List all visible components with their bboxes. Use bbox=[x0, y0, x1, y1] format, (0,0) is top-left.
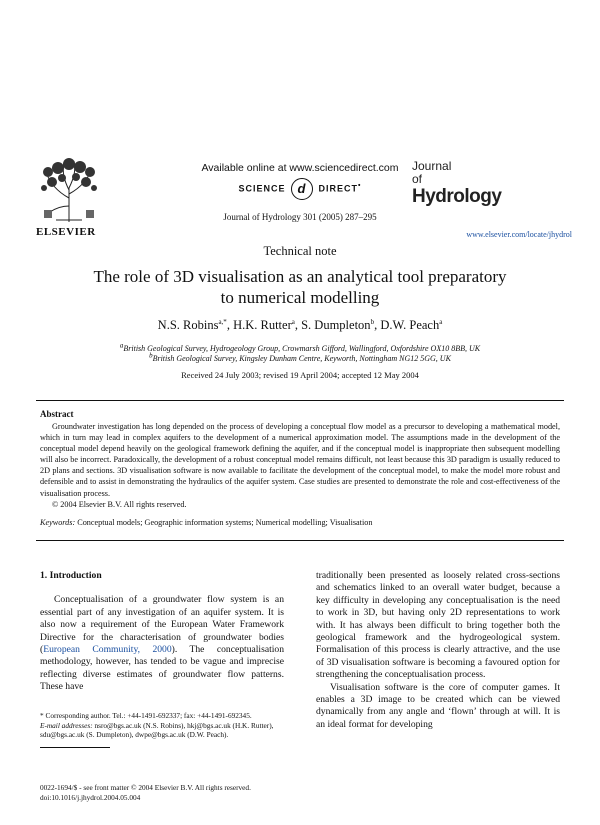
author-sup: a bbox=[439, 317, 443, 326]
author-sup: a bbox=[291, 317, 295, 326]
author-name[interactable]: N.S. Robins bbox=[157, 318, 219, 332]
affiliation-text: British Geological Survey, Hydrogeology Group, Crowmarsh Gifford, Wallingford, Oxfordshire OX10 8BB, UK bbox=[123, 344, 481, 353]
author-name[interactable]: D.W. Peach bbox=[380, 318, 440, 332]
sciencedirect-logo bbox=[200, 178, 400, 200]
divider bbox=[36, 400, 564, 401]
section-heading: 1. Introduction bbox=[40, 570, 102, 581]
right-paragraph-1: traditionally been presented as loosely related cross-sections and schematics linked to an overall water budget, because a key difficulty in developing any conceptualisation is the need to work in 3D, but having only 2D representations to work with. It has always been difficult to bring together both the geological framework and the hydrogeological system. Formalisation of this process is clearly attractive, and the use of 3D visualisation software is becoming a favoured option for strengthening the conceptualisation process. bbox=[316, 570, 560, 681]
journal-logo-line3: Hydrology bbox=[412, 186, 502, 207]
email-text: nsro@bgs.ac.uk (N.S. Robins), hkj@bgs.ac.uk (H.K. Rutter), sdu@bgs.ac.uk (S. Dumpleton), dwpe@bgs.ac.uk (D.W. Peach). bbox=[40, 720, 274, 740]
article-title bbox=[60, 266, 540, 308]
sciencedirect-left: SCIENCE bbox=[238, 183, 286, 194]
journal-reference: Journal of Hydrology 301 (2005) 287–295 bbox=[223, 212, 377, 222]
journal-url-link[interactable]: www.elsevier.com/locate/jhydrol bbox=[466, 230, 572, 239]
abstract-copyright: © 2004 Elsevier B.V. All rights reserved. bbox=[52, 499, 187, 509]
email-label: E-mail addresses: bbox=[40, 720, 93, 730]
citation-link[interactable]: European Community, 2000 bbox=[43, 644, 172, 656]
affiliation bbox=[0, 351, 600, 363]
divider bbox=[36, 540, 564, 541]
affiliation-text: British Geological Survey, Kingsley Dunham Centre, Keyworth, Nottingham NG12 5GG, UK bbox=[152, 354, 451, 363]
abstract-text: Groundwater investigation has long depended on the process of developing a conceptual flow model as a precursor to developing a mathematical model, which in turn may lead in complex aquifers to the development of a numerical approximation model. The assumptions made in the development of the conceptual model depend heavily on the geological framework defining the aquifer, and if the conceptual model is inappropriate then subsequent modelling will also be incorrect. Paradoxically, the development of a robust conceptual model remains difficult, not least because this 3D paradigm is usually reduced to 2D plans and sections. 3D visualisation software is now available to facilitate the development of the conceptual model, to make the model more robust and defensible and to assist in demonstrating the hydraulics of the aquifer system. Case studies are presented to demonstrate the role and cost-effectiveness of the visualisation process. bbox=[40, 422, 560, 498]
left-column bbox=[40, 570, 284, 694]
title-line1: The role of 3D visualisation as an analytical tool preparatory bbox=[93, 267, 507, 286]
footnote-corresponding: * Corresponding author. Tel.: +44-1491-692337; fax: +44-1491-692345. bbox=[40, 711, 252, 720]
publisher-name: ELSEVIER bbox=[36, 226, 96, 238]
available-online-text: Available online at www.sciencedirect.com bbox=[201, 162, 399, 174]
author-sup: b bbox=[370, 317, 375, 326]
intro-text-b: ). The conceptualisation methodology, however, has tended to be vague and imprecise reflecting diverse estimates of groundwater flow patterns. These have bbox=[40, 644, 284, 693]
sciencedirect-right: DIRECT bbox=[318, 183, 359, 194]
elsevier-tree-logo bbox=[36, 158, 102, 224]
right-column bbox=[316, 570, 560, 731]
doi-line[interactable]: doi:10.1016/j.jhydrol.2004.05.004 bbox=[40, 792, 141, 802]
keywords-text: Conceptual models; Geographic information systems; Numerical modelling; Visualisation bbox=[77, 518, 373, 527]
journal-logo bbox=[412, 160, 502, 207]
sciencedirect-mark: d bbox=[291, 178, 313, 200]
author-name[interactable]: H.K. Rutter bbox=[233, 318, 292, 332]
received-dates: Received 24 July 2003; revised 19 April 2004; accepted 12 May 2004 bbox=[181, 370, 419, 380]
footnote-emails bbox=[40, 721, 276, 740]
article-type: Technical note bbox=[263, 244, 337, 258]
bottom-info bbox=[40, 783, 340, 802]
keywords bbox=[40, 518, 560, 527]
right-paragraph-2: Visualisation software is the core of computer games. It enables a 3D image to be created which can be viewed dynamically from any angle and ‘flown’ through at will. It is an ideal format for developing bbox=[316, 681, 560, 730]
author-name[interactable]: S. Dumpleton bbox=[301, 318, 371, 332]
affiliation-sup: b bbox=[149, 351, 153, 360]
issn-line: 0022-1694/$ - see front matter © 2004 Elsevier B.V. All rights reserved. bbox=[40, 783, 251, 792]
intro-text-a: Conceptualisation of a groundwater flow system is an essential part of any investigation of an aquifer system. It is also now a requirement of the European Water Framework Directive for the characterisation of groundwater bodies ( bbox=[40, 594, 284, 656]
author-sup: a,* bbox=[218, 317, 227, 326]
affiliation-sup: a bbox=[119, 341, 124, 350]
abstract-body bbox=[40, 421, 560, 510]
title-line2: to numerical modelling bbox=[220, 288, 380, 307]
journal-logo-line2: of bbox=[412, 172, 423, 186]
footnote-rule bbox=[40, 747, 110, 748]
abstract-heading: Abstract bbox=[40, 409, 74, 419]
affiliation bbox=[0, 341, 600, 353]
footnotes bbox=[40, 711, 276, 740]
sciencedirect-tm: • bbox=[358, 182, 362, 190]
intro-paragraph bbox=[40, 594, 284, 693]
journal-logo-line1: Journal bbox=[412, 159, 452, 173]
keywords-label: Keywords: bbox=[40, 518, 76, 527]
author-list: N.S. Robins$^{a,*}$, H.K. Rutter$^a$, S. Dumpleton$^b$, D.W. Peach$^a$ bbox=[157, 317, 443, 332]
